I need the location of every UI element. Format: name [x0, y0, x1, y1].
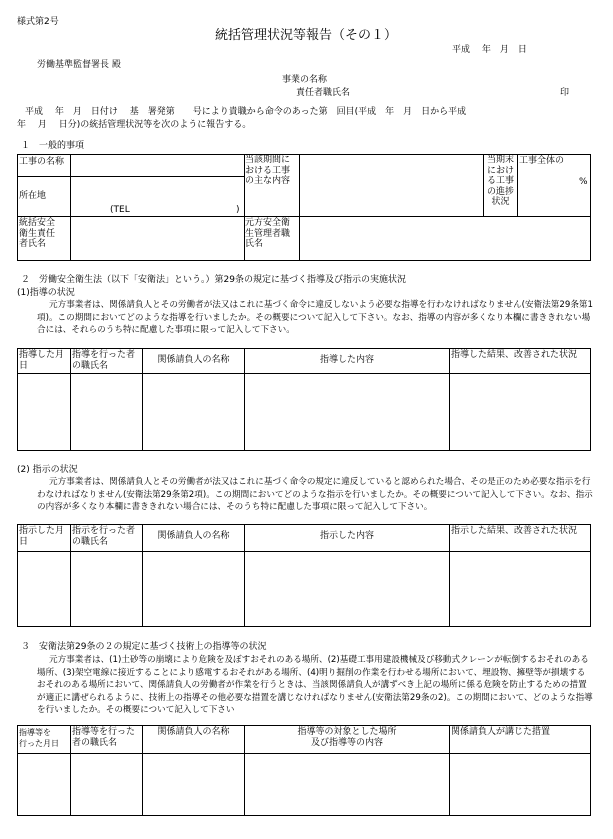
main-content-label: 当該期間に おける工事 の主な内容 — [245, 155, 291, 186]
column-header: 指導等の対象とした場所 及び指導等の内容 — [297, 727, 397, 748]
column-header: 指導等を行った 者の職氏名 — [72, 727, 136, 748]
column-header: 指導した内容 — [319, 355, 374, 365]
contractor-manager-field[interactable] — [300, 217, 590, 260]
guidance-subheading: (1)指導の状況 — [17, 288, 75, 298]
construction-name-label: 工事の名称 — [19, 157, 65, 167]
instruction-description: 元方事業者は、関係請負人とその労働者が法又はこれに基づく命令の規定に違反していると認められた場合、その是正のため必要な指示を行わなければなりません(安衛法第29条第2項)。この期間においてどのような指示を行いましたか。その概要について記入して下さい。なお、指示の内容が多くなり本欄に書ききれない場合には、そのうち特に配慮した事項に限って記入して下さい。 — [37, 477, 593, 512]
date-line: 平成 年 月 日 — [452, 45, 527, 55]
section2-heading: ２ 労働安全衛生法（以下「安衛法」という。）第29条の規定に基づく指導及び指示の実施状況 — [21, 275, 406, 285]
column-header: 関係請負人の名称 — [157, 531, 230, 541]
responsible-person-label: 責任者職氏名 — [296, 88, 351, 98]
intro-line-1: 平成 年 月 日付け 基 署発第 号により貴職から命令のあった第 回目(平成 年 月 日から平成 — [25, 107, 467, 117]
main-content-field[interactable] — [300, 155, 482, 215]
column-header: 指示した内容 — [319, 531, 374, 541]
business-name-label: 事業の名称 — [282, 75, 328, 85]
column-header: 指示した月 日 — [19, 526, 65, 547]
supervisor-label: 統括安全 衛生責任 者氏名 — [19, 218, 56, 249]
tel-close: ) — [236, 205, 240, 215]
construction-name-field[interactable] — [71, 155, 243, 175]
table-cell[interactable] — [450, 374, 590, 450]
column-header: 指示を行った者 の職氏名 — [72, 526, 136, 547]
column-header: 指示した結果、改善された状況 — [451, 526, 578, 536]
section3-description: 元方事業者は、(1)土砂等の崩壊により危険を及ぼすおそれのある場所、(2)基礎工事用建設機械及び移動式クレーンが転倒するおそれのある場所、(3)架空電線に接近することにより感電するおそれがある場所、(4)明り掘削の作業を行わせる場所において、埋設物、擁壁等が損壊するおそれのある場所において、関係請負人の労働者が作業を行うときは、当該関係請負人が講ずべき上記の場所に係る危険を防止するための措置が適正に講ぜられるように、技術上の指導その他必要な措置を講じなければなりません(安衛法第29条の2)。この期間において、どのような指導を行いましたか。その概要について記入して下さい — [37, 655, 593, 715]
table-cell[interactable] — [450, 754, 590, 815]
table-cell[interactable] — [71, 552, 142, 626]
seal-mark: 印 — [560, 88, 570, 98]
form-number: 様式第2号 — [17, 17, 59, 27]
location-field[interactable] — [71, 177, 243, 215]
supervisor-field[interactable] — [71, 217, 243, 260]
column-header: 指導した結果、改善された状況 — [451, 350, 578, 360]
table-cell[interactable] — [71, 374, 142, 450]
tel-label: (TEL — [110, 205, 130, 215]
table-cell[interactable] — [245, 754, 449, 815]
instruction-subheading: (2) 指示の状況 — [17, 465, 78, 475]
column-header: 関係請負人の名称 — [157, 355, 230, 365]
table-cell[interactable] — [143, 374, 244, 450]
overall-progress-label: 工事全体の — [519, 156, 565, 166]
percent-sign: % — [579, 177, 588, 187]
column-header: 関係請負人の名称 — [157, 727, 230, 737]
intro-line-2: 年 月 日分)の統括管理状況等を次のように報告する。 — [17, 120, 252, 130]
section1-heading: １ 一般的事項 — [21, 141, 85, 151]
guidance-description: 元方事業者は、関係請負人とその労働者が法又はこれに基づく命令に違反しないよう必要な指導を行わなければなりません(安衛法第29条第1項)。この期間においてどのような指導を行いましたか。その概要について記入して下さい。なお、指導の内容が多くなり本欄に書ききれない場合には、それらのうち特に配慮した事項に限って記入して下さい。 — [37, 300, 593, 335]
page-title: 統括管理状況等報告（その１） — [215, 28, 398, 43]
progress-label: 当期末 におけ る工事 の進捗 状況 — [486, 155, 514, 207]
column-header: 指導した月 日 — [19, 350, 65, 371]
table-cell[interactable] — [245, 374, 449, 450]
contractor-manager-label: 元方安全衛 生管理者職 氏名 — [245, 218, 291, 249]
table-cell[interactable] — [71, 754, 142, 815]
location-label: 所在地 — [19, 191, 47, 201]
addressee: 労働基準監督署長 殿 — [37, 60, 121, 70]
column-header: 関係請負人が講じた措置 — [451, 727, 551, 737]
table-cell[interactable] — [245, 552, 449, 626]
section3-heading: ３ 安衛法第29条の２の規定に基づく技術上の指導等の状況 — [21, 642, 267, 652]
table-cell[interactable] — [18, 754, 70, 815]
column-header: 指導を行った者 の職氏名 — [72, 350, 136, 371]
table-cell[interactable] — [18, 374, 70, 450]
table-cell[interactable] — [143, 754, 244, 815]
table-cell[interactable] — [450, 552, 590, 626]
table-cell[interactable] — [18, 552, 70, 626]
column-header: 指導等を 行った月日 — [19, 728, 59, 748]
table-cell[interactable] — [143, 552, 244, 626]
